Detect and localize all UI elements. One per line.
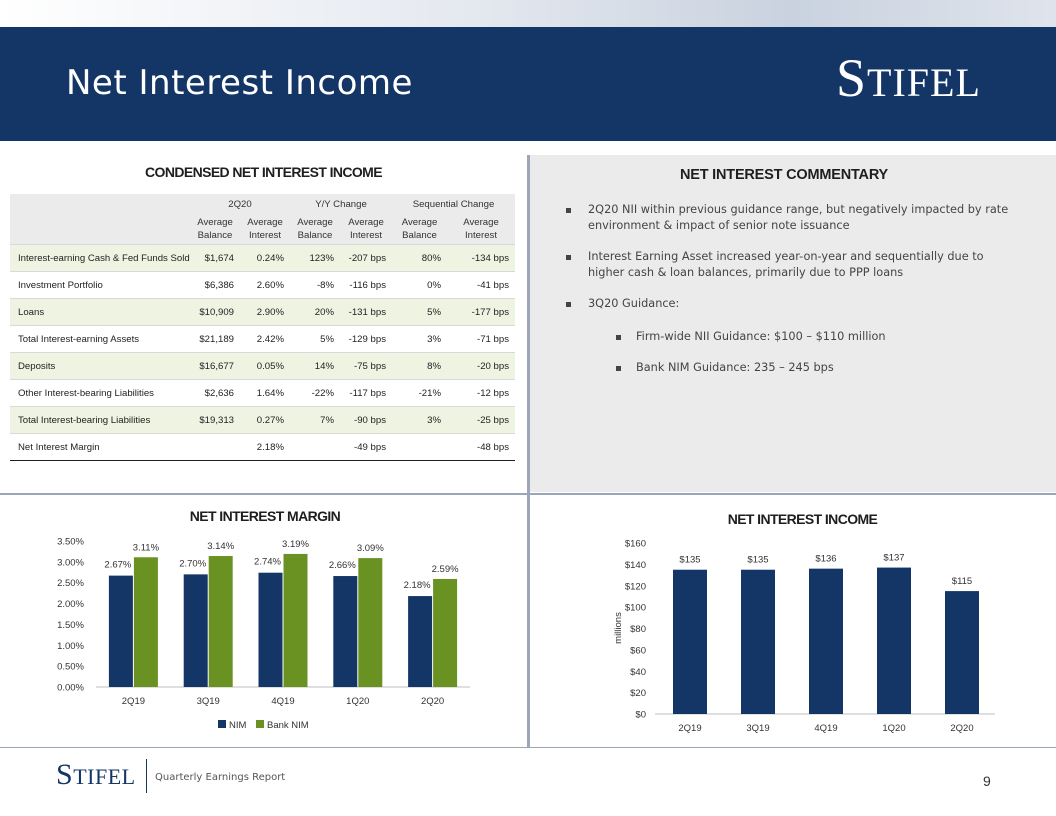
- data-label: 2.67%: [104, 559, 132, 571]
- table-cell: $2,636: [190, 380, 240, 407]
- table-cell: -71 bps: [447, 326, 515, 353]
- net-interest-income-table: [10, 194, 515, 461]
- table-cell: [290, 434, 340, 461]
- row-label: Deposits: [10, 353, 190, 380]
- y-tick-label: $0: [635, 709, 646, 721]
- y-tick-label: $20: [630, 688, 646, 700]
- table-cell: -12 bps: [447, 380, 515, 407]
- y-tick-label: $100: [624, 602, 646, 614]
- table-cell: $10,909: [190, 299, 240, 326]
- table-cell: 2.60%: [240, 272, 290, 299]
- table-row: [10, 380, 515, 407]
- y-tick-label: 0.50%: [57, 661, 84, 673]
- y-tick-label: 3.00%: [57, 557, 84, 569]
- table-cell: -21%: [392, 380, 447, 407]
- table-cell: -48 bps: [447, 434, 515, 461]
- table-cell: 14%: [290, 353, 340, 380]
- table-cell: 3%: [392, 407, 447, 434]
- bar-nii: [877, 568, 911, 714]
- commentary-bullet: 2Q20 NII within previous guidance range, but negatively impacted by rate environment & impact of senior note issuance: [566, 202, 1016, 234]
- legend-swatch: [256, 720, 264, 728]
- legend-label: Bank NIM: [267, 720, 309, 731]
- table-corner: [10, 214, 190, 245]
- nim-chart-title: NET INTEREST MARGIN: [189, 508, 341, 524]
- commentary-sub-bullet: Firm-wide NII Guidance: $100 – $110 million: [566, 329, 1016, 345]
- commentary-title: NET INTEREST COMMENTARY: [679, 167, 889, 183]
- bar-nim: [259, 573, 283, 687]
- net-interest-income-chart: [530, 528, 1056, 743]
- data-label: 2.59%: [431, 563, 459, 575]
- data-label: $137: [883, 552, 905, 564]
- sub-header: Average Balance: [190, 214, 240, 245]
- table-cell: 5%: [290, 326, 340, 353]
- bar-nim: [333, 576, 357, 687]
- table-cell: 1.64%: [240, 380, 290, 407]
- row-label: Interest-earning Cash & Fed Funds Sold: [10, 245, 190, 272]
- data-label: 2.66%: [328, 560, 356, 572]
- bar-bank-nim: [209, 556, 233, 687]
- table-cell: -75 bps: [340, 353, 392, 380]
- table-corner: [10, 194, 190, 214]
- data-label: 3.19%: [282, 538, 309, 550]
- table-cell: 2.90%: [240, 299, 290, 326]
- table-row: [10, 245, 515, 272]
- table-cell: 80%: [392, 245, 447, 272]
- table-cell: 5%: [392, 299, 447, 326]
- footer-report-label: Quarterly Earnings Report: [155, 772, 286, 783]
- y-tick-label: 0.00%: [57, 682, 84, 694]
- table-group-header-row: [10, 194, 515, 214]
- table-cell: [392, 434, 447, 461]
- table-cell: -8%: [290, 272, 340, 299]
- sub-header: Average Balance: [290, 214, 340, 245]
- table-cell: 0.27%: [240, 407, 290, 434]
- commentary-list: [566, 202, 1016, 391]
- table-row: [10, 272, 515, 299]
- y-tick-label: $160: [624, 538, 646, 550]
- table-cell: -20 bps: [447, 353, 515, 380]
- x-tick-label: 2Q20: [420, 696, 445, 707]
- table-cell: $19,313: [190, 407, 240, 434]
- table-sub-header-row: [10, 214, 515, 245]
- row-label: Total Interest-earning Assets: [10, 326, 190, 353]
- x-tick-label: 1Q20: [882, 723, 906, 734]
- table-cell: 3%: [392, 326, 447, 353]
- table-cell: 2.42%: [240, 326, 290, 353]
- data-label: 2.18%: [403, 580, 431, 592]
- x-tick-label: 2Q20: [950, 723, 974, 734]
- y-tick-label: 3.50%: [57, 536, 84, 548]
- bar-nii: [809, 569, 843, 714]
- table-row: [10, 407, 515, 434]
- table-title: CONDENSED NET INTEREST INCOME: [145, 164, 382, 180]
- y-tick-label: 1.00%: [57, 640, 84, 652]
- x-tick-label: 1Q20: [346, 696, 370, 707]
- sub-header: Average Interest: [447, 214, 515, 245]
- x-tick-label: 2Q19: [121, 696, 146, 707]
- table-cell: -49 bps: [340, 434, 392, 461]
- table-cell: 20%: [290, 299, 340, 326]
- square-bullet-icon: [566, 255, 571, 260]
- data-label: $135: [679, 554, 701, 566]
- table-row: [10, 434, 515, 461]
- data-label: $135: [747, 554, 769, 566]
- row-label: Other Interest-bearing Liabilities: [10, 380, 190, 407]
- table-cell: $1,674: [190, 245, 240, 272]
- table-cell: 123%: [290, 245, 340, 272]
- sub-header: Average Interest: [340, 214, 392, 245]
- table-cell: -22%: [290, 380, 340, 407]
- bar-nii: [945, 591, 979, 714]
- commentary-bullet: 3Q20 Guidance:: [566, 296, 1016, 312]
- x-tick-label: 4Q19: [271, 696, 295, 707]
- group-header: Sequential Change: [392, 194, 515, 214]
- footer-separator: [146, 759, 147, 793]
- square-bullet-icon: [616, 366, 621, 371]
- legend-swatch: [218, 720, 226, 728]
- bar-bank-nim: [134, 557, 158, 687]
- table-row: [10, 353, 515, 380]
- bar-nim: [184, 574, 208, 687]
- table-row: [10, 326, 515, 353]
- sub-header: Average Balance: [392, 214, 447, 245]
- table-cell: -177 bps: [447, 299, 515, 326]
- commentary-sub-bullet: Bank NIM Guidance: 235 – 245 bps: [566, 360, 1016, 376]
- table-cell: -207 bps: [340, 245, 392, 272]
- table-cell: 8%: [392, 353, 447, 380]
- y-tick-label: 1.50%: [57, 619, 84, 631]
- y-tick-label: $120: [624, 581, 646, 593]
- row-label: Investment Portfolio: [10, 272, 190, 299]
- data-label: $136: [815, 553, 837, 565]
- table-cell: 0%: [392, 272, 447, 299]
- y-tick-label: $80: [630, 624, 646, 635]
- page-title: Net Interest Income: [66, 63, 413, 103]
- table-cell: $16,677: [190, 353, 240, 380]
- footer-stifel-logo: STIFEL: [56, 758, 136, 791]
- table-cell: 0.24%: [240, 245, 290, 272]
- y-axis-label: millions: [613, 612, 624, 644]
- stifel-logo: STIFEL: [836, 48, 981, 108]
- y-tick-label: $40: [630, 666, 646, 678]
- legend-label: NIM: [229, 720, 247, 731]
- y-tick-label: 2.00%: [57, 599, 84, 611]
- net-interest-margin-chart: [0, 528, 527, 772]
- top-gradient-strip: [0, 0, 1056, 27]
- group-header: Y/Y Change: [290, 194, 392, 214]
- square-bullet-icon: [566, 208, 571, 213]
- square-bullet-icon: [566, 302, 571, 307]
- table-cell: $21,189: [190, 326, 240, 353]
- bar-bank-nim: [358, 558, 382, 687]
- nii-chart-title: NET INTEREST INCOME: [727, 511, 878, 527]
- table-cell: 7%: [290, 407, 340, 434]
- table-cell: -131 bps: [340, 299, 392, 326]
- data-label: 3.11%: [132, 542, 160, 554]
- sub-header: Average Interest: [240, 214, 290, 245]
- bar-bank-nim: [433, 579, 457, 687]
- table-cell: -90 bps: [340, 407, 392, 434]
- table-cell: $6,386: [190, 272, 240, 299]
- row-label: Loans: [10, 299, 190, 326]
- square-bullet-icon: [616, 335, 621, 340]
- horizontal-divider: [0, 493, 1056, 495]
- y-tick-label: 2.50%: [57, 578, 84, 590]
- table-cell: [190, 434, 240, 461]
- x-tick-label: 4Q19: [814, 723, 838, 734]
- table-cell: -129 bps: [340, 326, 392, 353]
- bar-nii: [741, 570, 775, 714]
- bar-nim: [109, 576, 133, 687]
- table-cell: -25 bps: [447, 407, 515, 434]
- bar-nim: [408, 596, 432, 687]
- data-label: 3.09%: [356, 543, 384, 555]
- group-header: 2Q20: [190, 194, 290, 214]
- y-tick-label: $140: [624, 559, 646, 571]
- table-cell: -117 bps: [340, 380, 392, 407]
- y-tick-label: $60: [630, 645, 646, 657]
- data-label: $115: [951, 576, 973, 588]
- data-label: 3.14%: [207, 541, 235, 553]
- x-tick-label: 2Q19: [678, 723, 702, 734]
- bar-nii: [673, 570, 707, 714]
- x-tick-label: 3Q19: [746, 723, 770, 734]
- table-cell: 2.18%: [240, 434, 290, 461]
- x-tick-label: 3Q19: [196, 696, 220, 707]
- row-label: Net Interest Margin: [10, 434, 190, 461]
- data-label: 2.74%: [254, 556, 281, 568]
- table-cell: -116 bps: [340, 272, 392, 299]
- table-cell: -41 bps: [447, 272, 515, 299]
- commentary-bullet: Interest Earning Asset increased year-on-year and sequentially due to higher cash & loan balances, primarily due to PPP loans: [566, 249, 1016, 281]
- row-label: Total Interest-bearing Liabilities: [10, 407, 190, 434]
- table-cell: -134 bps: [447, 245, 515, 272]
- page-number: 9: [983, 773, 991, 789]
- bar-bank-nim: [284, 554, 308, 687]
- table-cell: 0.05%: [240, 353, 290, 380]
- table-row: [10, 299, 515, 326]
- data-label: 2.70%: [179, 558, 207, 570]
